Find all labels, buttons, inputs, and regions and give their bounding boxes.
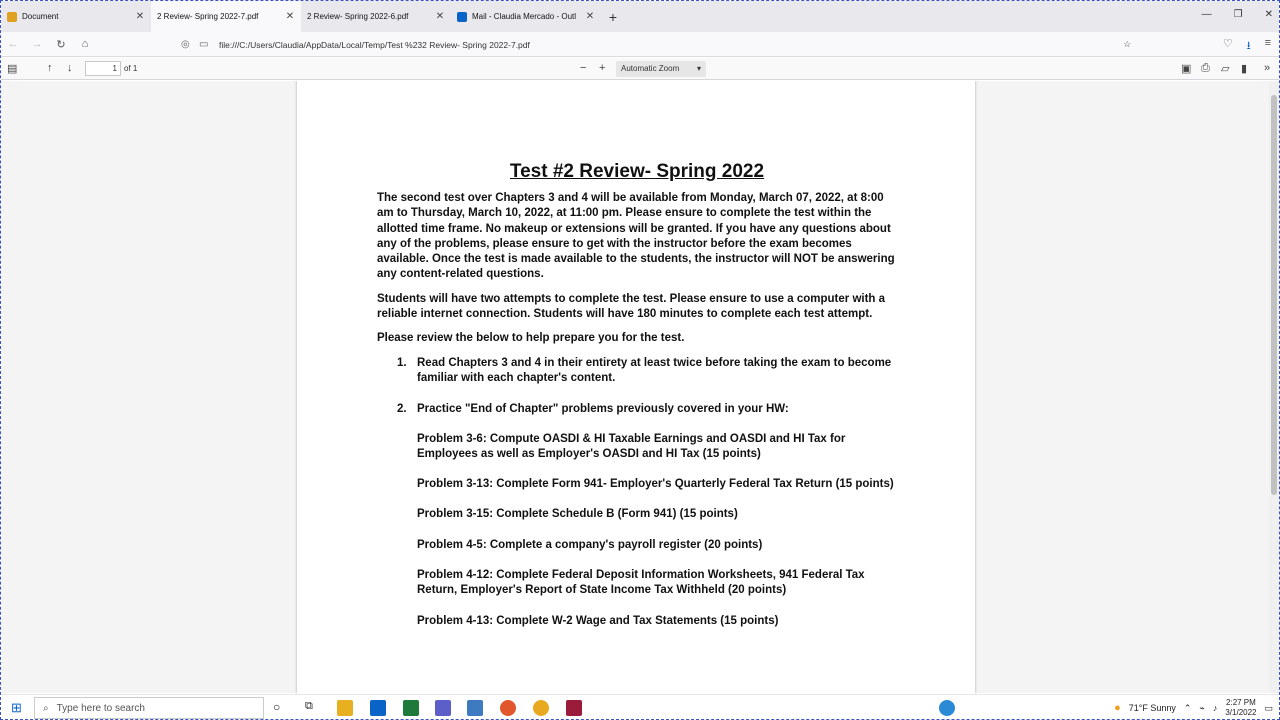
taskbar-search[interactable]	[34, 697, 264, 719]
paragraph-attempts: Students will have two attempts to complete the test. Please ensure to use a computer with a reliable internet connection. Students will have 180 minutes to complete each test attempt.	[377, 292, 886, 321]
task-view-icon[interactable]: ⧉	[305, 700, 313, 712]
close-icon[interactable]: ✕	[285, 11, 295, 22]
prev-page-icon[interactable]: ↑	[47, 62, 53, 74]
system-tray	[1114, 698, 1273, 718]
vertical-scrollbar[interactable]	[1269, 81, 1279, 693]
calculator-icon[interactable]	[467, 700, 483, 716]
close-icon[interactable]: ✕	[135, 11, 145, 22]
file-explorer-icon[interactable]	[337, 700, 353, 716]
sidebar-toggle-icon[interactable]: ▤	[7, 63, 18, 75]
toolbar-right	[1223, 37, 1271, 56]
app-icon[interactable]	[566, 700, 582, 716]
search-placeholder: Type here to search	[56, 702, 145, 714]
forward-icon[interactable]: →	[31, 38, 43, 50]
window-controls	[1202, 9, 1273, 20]
scrollbar-thumb[interactable]	[1271, 95, 1277, 495]
presentation-icon[interactable]: ▣	[1181, 63, 1192, 75]
maximize-icon[interactable]: ❐	[1233, 9, 1243, 20]
reload-icon[interactable]: ↻	[56, 38, 66, 51]
search-icon: ⌕	[43, 702, 49, 714]
pdf-page	[296, 81, 976, 693]
list-text: Practice "End of Chapter" problems previously covered in your HW:	[417, 403, 789, 416]
zoom-select[interactable]	[616, 61, 706, 77]
notification-icon[interactable]: ▭	[1264, 702, 1273, 713]
list-number: 2.	[397, 403, 407, 416]
tab-title: 2 Review- Spring 2022-6.pdf	[307, 12, 409, 21]
zoom-out-icon[interactable]: −	[580, 62, 587, 74]
navigation-bar	[1, 32, 1279, 57]
list-text: Read Chapters 3 and 4 in their entirety at least twice before taking the exam to become familiar with each chapter's content.	[417, 356, 892, 384]
list-item	[397, 356, 897, 387]
page-total: of 1	[124, 64, 138, 73]
problem-item: Problem 3-13: Complete Form 941- Employer's Quarterly Federal Tax Return (15 points)	[417, 478, 894, 491]
taskbar	[1, 694, 1279, 720]
bookmark-icon[interactable]: ▮	[1241, 63, 1248, 75]
next-page-icon[interactable]: ↓	[67, 62, 73, 74]
tab-review-7[interactable]	[151, 1, 301, 32]
teams-icon[interactable]	[435, 700, 451, 716]
back-icon[interactable]: ←	[7, 38, 19, 50]
network-icon[interactable]: ⌁	[1199, 702, 1205, 713]
tab-document[interactable]	[1, 1, 151, 32]
more-tools-icon[interactable]: »	[1264, 62, 1271, 74]
problem-item: Problem 4-12: Complete Federal Deposit Information Worksheets, 941 Federal Tax Return, Employer's Report of State Income Tax Withheld (20 points)	[417, 569, 865, 597]
paragraph-intro: The second test over Chapters 3 and 4 will be available from Monday, March 07, 2022, at 8:00 am to Thursday, March 10, 2022, at 11:00 pm. Please ensure to complete the test within the allotted time frame. No makeup or extensions will be granted. If you have any questions about any of the problems, please ensure to get with the instructor before the exam becomes available. Once the test is made available to the students, the instructor will NOT be answering any content-related questions.	[377, 192, 895, 281]
zoom-value: Automatic Zoom	[621, 64, 680, 73]
problem-item: Problem 3-15: Complete Schedule B (Form 941) (15 points)	[417, 508, 738, 521]
windows-start-icon[interactable]: ⊞	[11, 700, 22, 715]
pdf-viewer[interactable]	[1, 81, 1269, 693]
weather-sun-icon: ●	[1114, 702, 1121, 714]
paragraph-review: Please review the below to help prepare you for the test.	[377, 332, 685, 345]
pdf-toolbar	[1, 58, 1279, 80]
doc-icon	[7, 12, 17, 22]
new-tab-button[interactable]: +	[608, 8, 618, 25]
chevron-down-icon: ▾	[696, 64, 701, 73]
firefox-icon[interactable]	[500, 700, 516, 716]
tab-strip	[1, 1, 1279, 32]
clock[interactable]	[1225, 698, 1256, 718]
problem-item: Problem 4-5: Complete a company's payroll register (20 points)	[417, 538, 763, 551]
list-item	[397, 402, 897, 417]
list-number: 1.	[397, 356, 407, 369]
document-body	[377, 161, 897, 644]
weather-text[interactable]: 71°F Sunny	[1128, 703, 1176, 713]
volume-icon[interactable]: ♪	[1212, 703, 1218, 713]
page-number-input[interactable]: 1	[85, 61, 121, 76]
address-bar[interactable]	[181, 34, 1131, 55]
bookmark-star-icon[interactable]: ☆	[1123, 39, 1131, 49]
help-icon[interactable]	[939, 700, 955, 716]
cortana-icon[interactable]: ○	[273, 700, 281, 714]
downloads-icon[interactable]: ⭳	[1246, 40, 1251, 52]
clock-time: 2:27 PM	[1226, 698, 1256, 707]
tab-title: 2 Review- Spring 2022-7.pdf	[157, 12, 259, 21]
url-text[interactable]: file:///C:/Users/Claudia/AppData/Local/Temp/Test %232 Review- Spring 2022-7.pdf	[219, 39, 530, 50]
close-icon[interactable]: ✕	[585, 11, 595, 22]
home-icon[interactable]: ⌂	[81, 38, 89, 50]
tab-review-6[interactable]	[301, 1, 451, 32]
tab-mail[interactable]	[451, 1, 601, 32]
tab-title: Mail - Claudia Mercado - Outl	[472, 12, 577, 21]
clock-date: 3/1/2022	[1225, 708, 1257, 717]
minimize-icon[interactable]: —	[1201, 9, 1212, 20]
shield-icon[interactable]: ◎	[181, 39, 190, 50]
zoom-in-icon[interactable]: +	[599, 62, 606, 74]
page-title: Test #2 Review- Spring 2022	[509, 161, 765, 182]
close-icon[interactable]: ✕	[435, 11, 445, 22]
chrome-icon[interactable]	[533, 700, 549, 716]
menu-icon[interactable]: ≡	[1264, 37, 1271, 49]
page-icon: ▭	[199, 39, 209, 50]
problem-item: Problem 4-13: Complete W-2 Wage and Tax Statements (15 points)	[417, 614, 779, 627]
open-file-icon[interactable]: ▱	[1221, 63, 1230, 75]
pocket-icon[interactable]: ♡	[1222, 38, 1233, 50]
chevron-up-icon[interactable]: ⌃	[1183, 702, 1192, 713]
close-window-icon[interactable]: ✕	[1264, 9, 1273, 20]
problem-item: Problem 3-6: Compute OASDI & HI Taxable Earnings and OASDI and HI Tax for Employees as well as Employer's OASDI and HI Tax (15 points)	[417, 432, 846, 460]
tab-title: Document	[22, 12, 59, 21]
print-icon[interactable]: ⎙	[1201, 62, 1210, 74]
outlook-app-icon[interactable]	[370, 700, 386, 716]
excel-icon[interactable]	[403, 700, 419, 716]
outlook-icon	[457, 12, 467, 22]
